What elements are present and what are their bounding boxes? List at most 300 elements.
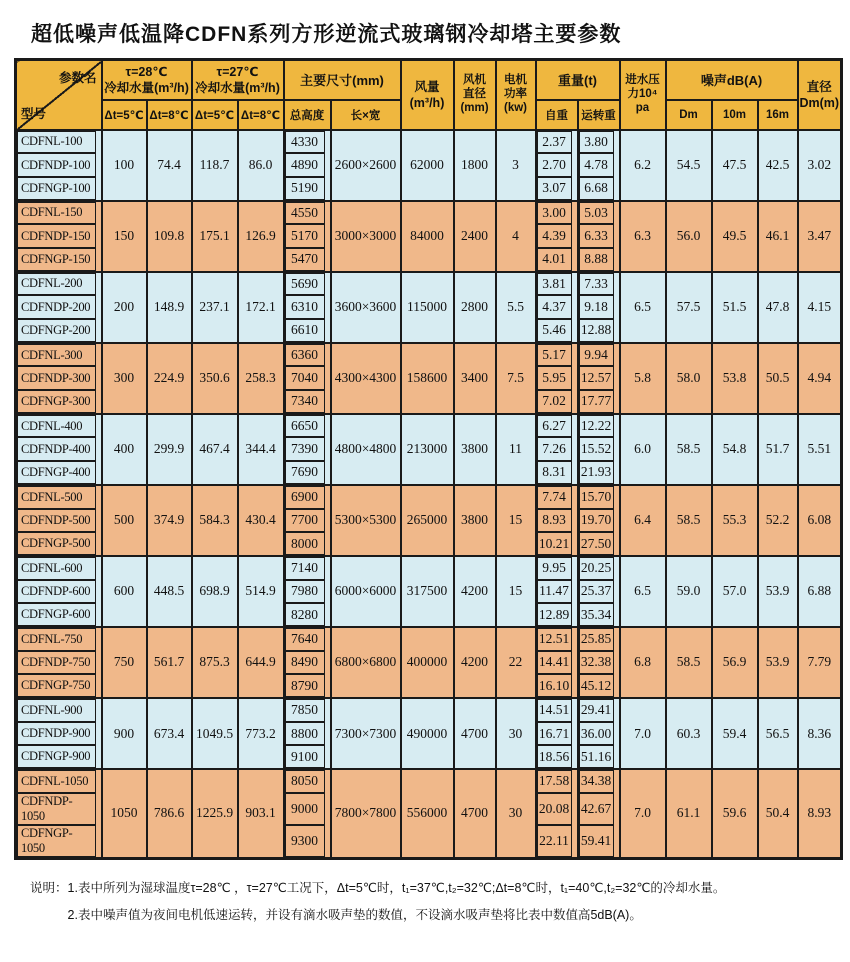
- header-tau28-line2: 冷却水量(m³/h): [104, 80, 189, 95]
- model-name: CDFNL-600: [17, 557, 96, 580]
- cell-total-height: [284, 651, 331, 675]
- model-name: CDFNL-500: [17, 486, 96, 509]
- cell-running-weight: [578, 603, 620, 627]
- model-name: CDFNGP-300: [17, 390, 96, 413]
- cell-total-height: [284, 177, 331, 201]
- cell-inlet-pressure: 5.8: [620, 343, 666, 414]
- page-title: 超低噪声低温降CDFN系列方形逆流式玻璃钢冷却塔主要参数: [31, 23, 622, 46]
- cell-total-height: [284, 201, 331, 225]
- cell-total-height: [284, 603, 331, 627]
- cell-self-weight: [536, 580, 578, 604]
- cell-noise-dm: 58.5: [666, 414, 712, 485]
- cell-length-width: 6000×6000: [331, 556, 401, 627]
- cell-running-weight: [578, 224, 620, 248]
- cell-motor-power: 30: [496, 698, 536, 769]
- cell-total-height: [284, 674, 331, 698]
- header-weight: 重量(t): [536, 60, 620, 100]
- header-airflow-line2: (m³/h): [409, 95, 445, 110]
- cell-flow-27-dt8: 514.9: [238, 556, 284, 627]
- cell-total-height: [284, 130, 331, 154]
- self-weight: 7.02: [537, 390, 572, 413]
- cell-running-weight: [578, 745, 620, 769]
- cell-model-name: [16, 272, 102, 296]
- cell-model-name: [16, 532, 102, 556]
- cell-flow-28-dt8: 673.4: [147, 698, 192, 769]
- cell-total-height: [284, 580, 331, 604]
- cell-model-name: [16, 485, 102, 509]
- running-weight: 35.34: [579, 603, 614, 626]
- cell-flow-27-dt5: 1225.9: [192, 769, 238, 858]
- cell-noise-dm: 59.0: [666, 556, 712, 627]
- cell-length-width: 7300×7300: [331, 698, 401, 769]
- running-weight: 36.00: [579, 722, 614, 746]
- cell-flow-28-dt8: 74.4: [147, 130, 192, 201]
- model-name: CDFNL-750: [17, 628, 96, 651]
- total-height: 5470: [285, 248, 325, 271]
- header-fan-line1: 风机: [463, 74, 486, 87]
- self-weight: 16.10: [537, 674, 572, 697]
- cell-total-height: [284, 793, 331, 825]
- cell-running-weight: [578, 177, 620, 201]
- self-weight: 10.21: [537, 532, 572, 555]
- cell-air-volume: 213000: [401, 414, 454, 485]
- cell-running-weight: [578, 295, 620, 319]
- cell-total-height: [284, 366, 331, 390]
- cell-total-height: [284, 414, 331, 438]
- model-name: CDFNDP-1050: [17, 793, 96, 825]
- cell-total-height: [284, 745, 331, 769]
- cell-pipe-diameter: 7.79: [798, 627, 842, 698]
- cell-running-weight: [578, 769, 620, 793]
- cell-self-weight: [536, 319, 578, 343]
- cell-fan-diameter: 4200: [454, 627, 496, 698]
- total-height: 4890: [285, 153, 325, 177]
- table-row: [16, 272, 842, 296]
- cell-flow-28-dt5: 750: [102, 627, 147, 698]
- cell-total-height: [284, 437, 331, 461]
- cell-fan-diameter: 2800: [454, 272, 496, 343]
- header-motor-line2: 功率: [504, 87, 527, 100]
- cell-motor-power: 4: [496, 201, 536, 272]
- cell-model-name: [16, 224, 102, 248]
- cell-flow-27-dt5: 175.1: [192, 201, 238, 272]
- cell-self-weight: [536, 485, 578, 509]
- cell-noise-dm: 60.3: [666, 698, 712, 769]
- cell-running-weight: [578, 343, 620, 367]
- cell-self-weight: [536, 603, 578, 627]
- cell-flow-28-dt5: 200: [102, 272, 147, 343]
- cell-model-name: [16, 177, 102, 201]
- cell-noise-10m: 59.6: [712, 769, 758, 858]
- cell-running-weight: [578, 248, 620, 272]
- header-airflow-line1: 风量: [414, 79, 440, 94]
- model-name: CDFNDP-600: [17, 580, 96, 604]
- cell-total-height: [284, 556, 331, 580]
- self-weight: 4.37: [537, 295, 572, 319]
- model-name: CDFNL-150: [17, 202, 96, 225]
- cell-model-name: [16, 319, 102, 343]
- model-name: CDFNDP-500: [17, 509, 96, 533]
- cell-total-height: [284, 627, 331, 651]
- cell-inlet-pressure: 6.8: [620, 627, 666, 698]
- cell-flow-27-dt8: 773.2: [238, 698, 284, 769]
- total-height: 5170: [285, 224, 325, 248]
- cell-self-weight: [536, 532, 578, 556]
- model-name: CDFNDP-300: [17, 366, 96, 390]
- cell-flow-27-dt5: 118.7: [192, 130, 238, 201]
- model-name: CDFNGP-400: [17, 461, 96, 484]
- self-weight: 3.07: [537, 177, 572, 200]
- cell-self-weight: [536, 437, 578, 461]
- model-name: CDFNL-1050: [17, 770, 96, 793]
- header-tau28-line1: τ=28℃: [125, 64, 168, 79]
- cell-flow-27-dt8: 430.4: [238, 485, 284, 556]
- cell-flow-27-dt5: 698.9: [192, 556, 238, 627]
- running-weight: 34.38: [579, 770, 614, 793]
- total-height: 5190: [285, 177, 325, 200]
- self-weight: 5.46: [537, 319, 572, 342]
- total-height: 6900: [285, 486, 325, 509]
- cell-length-width: 3600×3600: [331, 272, 401, 343]
- running-weight: 8.88: [579, 248, 614, 271]
- header-pipe-diameter: [798, 60, 842, 130]
- cell-inlet-pressure: 6.5: [620, 556, 666, 627]
- model-name: CDFNL-400: [17, 415, 96, 438]
- cell-model-name: [16, 509, 102, 533]
- header-running-weight: 运转重: [578, 100, 620, 130]
- note-2: 2.表中噪声值为夜间电机低速运转，并设有滴水吸声垫的数值，不设滴水吸声垫将比表中数值高5dB(A)。: [67, 908, 642, 923]
- cell-fan-diameter: 1800: [454, 130, 496, 201]
- running-weight: 42.67: [579, 793, 614, 825]
- cell-noise-10m: 56.9: [712, 627, 758, 698]
- self-weight: 5.17: [537, 344, 572, 367]
- self-weight: 3.81: [537, 273, 572, 296]
- cell-flow-27-dt8: 126.9: [238, 201, 284, 272]
- total-height: 6310: [285, 295, 325, 319]
- cell-running-weight: [578, 509, 620, 533]
- cell-self-weight: [536, 153, 578, 177]
- cell-pipe-diameter: 4.94: [798, 343, 842, 414]
- cell-noise-16m: 42.5: [758, 130, 798, 201]
- self-weight: 9.95: [537, 557, 572, 580]
- cell-total-height: [284, 295, 331, 319]
- running-weight: 51.16: [579, 745, 614, 768]
- cell-model-name: [16, 343, 102, 367]
- running-weight: 15.52: [579, 437, 614, 461]
- total-height: 8490: [285, 651, 325, 675]
- cell-running-weight: [578, 366, 620, 390]
- model-name: CDFNL-100: [17, 131, 96, 154]
- model-name: CDFNDP-900: [17, 722, 96, 746]
- cell-air-volume: 400000: [401, 627, 454, 698]
- cell-running-weight: [578, 437, 620, 461]
- header-corner-cell: [16, 60, 102, 130]
- cell-air-volume: 158600: [401, 343, 454, 414]
- running-weight: 20.25: [579, 557, 614, 580]
- cell-noise-dm: 58.0: [666, 343, 712, 414]
- cell-self-weight: [536, 272, 578, 296]
- total-height: 7980: [285, 580, 325, 604]
- cell-flow-28-dt5: 1050: [102, 769, 147, 858]
- cell-self-weight: [536, 414, 578, 438]
- cell-total-height: [284, 390, 331, 414]
- self-weight: 8.31: [537, 461, 572, 484]
- cell-noise-10m: 49.5: [712, 201, 758, 272]
- cell-noise-10m: 53.8: [712, 343, 758, 414]
- header-motor-line1: 电机: [504, 74, 527, 87]
- cell-total-height: [284, 153, 331, 177]
- header-fan-diameter: [454, 60, 496, 130]
- cell-running-weight: [578, 674, 620, 698]
- total-height: 6650: [285, 415, 325, 438]
- running-weight: 9.94: [579, 344, 614, 367]
- model-name: CDFNDP-750: [17, 651, 96, 675]
- running-weight: 3.80: [579, 131, 614, 154]
- cell-motor-power: 15: [496, 485, 536, 556]
- cell-flow-28-dt8: 299.9: [147, 414, 192, 485]
- model-name: CDFNDP-150: [17, 224, 96, 248]
- cell-flow-27-dt5: 1049.5: [192, 698, 238, 769]
- total-height: 7850: [285, 699, 325, 722]
- cell-total-height: [284, 461, 331, 485]
- cell-running-weight: [578, 532, 620, 556]
- cell-noise-dm: 54.5: [666, 130, 712, 201]
- self-weight: 11.47: [537, 580, 572, 604]
- total-height: 8280: [285, 603, 325, 626]
- cell-flow-28-dt8: 224.9: [147, 343, 192, 414]
- header-noise-16m: 16m: [758, 100, 798, 130]
- cell-fan-diameter: 3800: [454, 485, 496, 556]
- cell-length-width: 2600×2600: [331, 130, 401, 201]
- cell-flow-27-dt8: 344.4: [238, 414, 284, 485]
- cell-flow-28-dt8: 561.7: [147, 627, 192, 698]
- cell-motor-power: 7.5: [496, 343, 536, 414]
- model-name: CDFNGP-100: [17, 177, 96, 200]
- cell-total-height: [284, 485, 331, 509]
- cell-flow-28-dt5: 500: [102, 485, 147, 556]
- cell-running-weight: [578, 319, 620, 343]
- running-weight: 25.37: [579, 580, 614, 604]
- notes: [30, 880, 835, 935]
- model-name: CDFNDP-400: [17, 437, 96, 461]
- table-row: [16, 201, 842, 225]
- cell-length-width: 6800×6800: [331, 627, 401, 698]
- cell-model-name: [16, 295, 102, 319]
- header-fan-line3: (mm): [460, 101, 489, 114]
- cell-noise-dm: 58.5: [666, 627, 712, 698]
- header-tau27-dt8: Δt=8℃: [238, 100, 284, 130]
- cell-noise-16m: 51.7: [758, 414, 798, 485]
- running-weight: 4.78: [579, 153, 614, 177]
- total-height: 7040: [285, 366, 325, 390]
- table-row: [16, 698, 842, 722]
- cell-self-weight: [536, 627, 578, 651]
- model-name: CDFNGP-150: [17, 248, 96, 271]
- cell-running-weight: [578, 201, 620, 225]
- cell-self-weight: [536, 343, 578, 367]
- cell-flow-27-dt8: 644.9: [238, 627, 284, 698]
- model-name: CDFNGP-1050: [17, 825, 96, 857]
- cell-model-name: [16, 627, 102, 651]
- model-name: CDFNGP-200: [17, 319, 96, 342]
- cell-self-weight: [536, 793, 578, 825]
- running-weight: 21.93: [579, 461, 614, 484]
- note-1: 1.表中所列为湿球温度τ=28℃ ，τ=27℃工况下，Δt=5℃时，t₁=37℃,t₂=32℃;Δt=8℃时，t₁=40℃,t₂=32℃的冷却水量。: [67, 880, 726, 895]
- total-height: 7640: [285, 628, 325, 651]
- self-weight: 4.39: [537, 224, 572, 248]
- cell-noise-dm: 58.5: [666, 485, 712, 556]
- header-tau27-line1: τ=27℃: [216, 64, 259, 79]
- cell-model-name: [16, 698, 102, 722]
- header-inlet-pressure: [620, 60, 666, 130]
- table-row: [16, 414, 842, 438]
- running-weight: 17.77: [579, 390, 614, 413]
- cell-noise-dm: 61.1: [666, 769, 712, 858]
- header-total-height: 总高度: [284, 100, 331, 130]
- header-motor-line3: (kw): [504, 101, 527, 114]
- cell-fan-diameter: 4700: [454, 698, 496, 769]
- cell-flow-27-dt5: 875.3: [192, 627, 238, 698]
- cell-self-weight: [536, 295, 578, 319]
- running-weight: 6.68: [579, 177, 614, 200]
- cell-model-name: [16, 366, 102, 390]
- notes-body: [68, 880, 726, 935]
- cell-total-height: [284, 722, 331, 746]
- cell-length-width: 5300×5300: [331, 485, 401, 556]
- cell-total-height: [284, 825, 331, 859]
- model-name: CDFNDP-100: [17, 153, 96, 177]
- cell-self-weight: [536, 745, 578, 769]
- cell-model-name: [16, 580, 102, 604]
- cell-inlet-pressure: 6.4: [620, 485, 666, 556]
- cell-flow-28-dt5: 100: [102, 130, 147, 201]
- cell-inlet-pressure: 6.5: [620, 272, 666, 343]
- cell-noise-16m: 53.9: [758, 627, 798, 698]
- self-weight: 12.89: [537, 603, 572, 626]
- header-model-label: 型号: [21, 106, 47, 121]
- cell-self-weight: [536, 177, 578, 201]
- cell-model-name: [16, 390, 102, 414]
- running-weight: 25.85: [579, 628, 614, 651]
- cell-self-weight: [536, 248, 578, 272]
- cell-length-width: 7800×7800: [331, 769, 401, 858]
- cell-running-weight: [578, 485, 620, 509]
- running-weight: 12.22: [579, 415, 614, 438]
- self-weight: 2.37: [537, 131, 572, 154]
- running-weight: 12.88: [579, 319, 614, 342]
- cell-model-name: [16, 769, 102, 793]
- self-weight: 12.51: [537, 628, 572, 651]
- cell-self-weight: [536, 825, 578, 859]
- cell-fan-diameter: 3400: [454, 343, 496, 414]
- cell-pipe-diameter: 8.36: [798, 698, 842, 769]
- cell-model-name: [16, 745, 102, 769]
- self-weight: 17.58: [537, 770, 572, 793]
- cell-noise-10m: 57.0: [712, 556, 758, 627]
- cell-self-weight: [536, 769, 578, 793]
- cell-running-weight: [578, 627, 620, 651]
- self-weight: 8.93: [537, 509, 572, 533]
- cell-air-volume: 490000: [401, 698, 454, 769]
- total-height: 7700: [285, 509, 325, 533]
- cell-flow-27-dt8: 86.0: [238, 130, 284, 201]
- header-pressure-line1: 进水压: [625, 74, 660, 87]
- cell-air-volume: 265000: [401, 485, 454, 556]
- header-air-volume: [401, 60, 454, 130]
- cell-running-weight: [578, 130, 620, 154]
- cell-total-height: [284, 224, 331, 248]
- cell-noise-16m: 46.1: [758, 201, 798, 272]
- cell-flow-28-dt5: 400: [102, 414, 147, 485]
- self-weight: 2.70: [537, 153, 572, 177]
- total-height: 8790: [285, 674, 325, 697]
- running-weight: 5.03: [579, 202, 614, 225]
- running-weight: 32.38: [579, 651, 614, 675]
- running-weight: 6.33: [579, 224, 614, 248]
- cell-motor-power: 11: [496, 414, 536, 485]
- cell-motor-power: 3: [496, 130, 536, 201]
- model-name: CDFNL-300: [17, 344, 96, 367]
- cell-running-weight: [578, 698, 620, 722]
- self-weight: 7.26: [537, 437, 572, 461]
- cell-flow-27-dt8: 903.1: [238, 769, 284, 858]
- cell-model-name: [16, 603, 102, 627]
- header-noise-dm: Dm: [666, 100, 712, 130]
- cell-self-weight: [536, 130, 578, 154]
- cell-model-name: [16, 674, 102, 698]
- cell-pipe-diameter: 8.93: [798, 769, 842, 858]
- cell-fan-diameter: 4700: [454, 769, 496, 858]
- cell-flow-28-dt5: 600: [102, 556, 147, 627]
- self-weight: 18.56: [537, 745, 572, 768]
- cell-running-weight: [578, 390, 620, 414]
- header-self-weight: 自重: [536, 100, 578, 130]
- running-weight: 45.12: [579, 674, 614, 697]
- cell-noise-dm: 56.0: [666, 201, 712, 272]
- cell-self-weight: [536, 651, 578, 675]
- running-weight: 59.41: [579, 825, 614, 857]
- cell-pipe-diameter: 6.08: [798, 485, 842, 556]
- cell-model-name: [16, 651, 102, 675]
- cell-self-weight: [536, 509, 578, 533]
- cell-length-width: 3000×3000: [331, 201, 401, 272]
- cell-noise-10m: 51.5: [712, 272, 758, 343]
- cell-noise-10m: 59.4: [712, 698, 758, 769]
- cell-noise-10m: 54.8: [712, 414, 758, 485]
- running-weight: 29.41: [579, 699, 614, 722]
- total-height: 9000: [285, 793, 325, 825]
- model-name: CDFNGP-500: [17, 532, 96, 555]
- cell-noise-16m: 53.9: [758, 556, 798, 627]
- table-row: [16, 485, 842, 509]
- self-weight: 16.71: [537, 722, 572, 746]
- cell-pipe-diameter: 3.02: [798, 130, 842, 201]
- self-weight: 5.95: [537, 366, 572, 390]
- running-weight: 7.33: [579, 273, 614, 296]
- cell-flow-28-dt5: 300: [102, 343, 147, 414]
- cell-inlet-pressure: 6.3: [620, 201, 666, 272]
- cell-total-height: [284, 343, 331, 367]
- cell-self-weight: [536, 366, 578, 390]
- cell-running-weight: [578, 153, 620, 177]
- header-motor-power: [496, 60, 536, 130]
- cell-running-weight: [578, 272, 620, 296]
- cell-self-weight: [536, 556, 578, 580]
- total-height: 5690: [285, 273, 325, 296]
- cell-length-width: 4300×4300: [331, 343, 401, 414]
- header-tau27: [192, 60, 284, 100]
- cell-noise-16m: 52.2: [758, 485, 798, 556]
